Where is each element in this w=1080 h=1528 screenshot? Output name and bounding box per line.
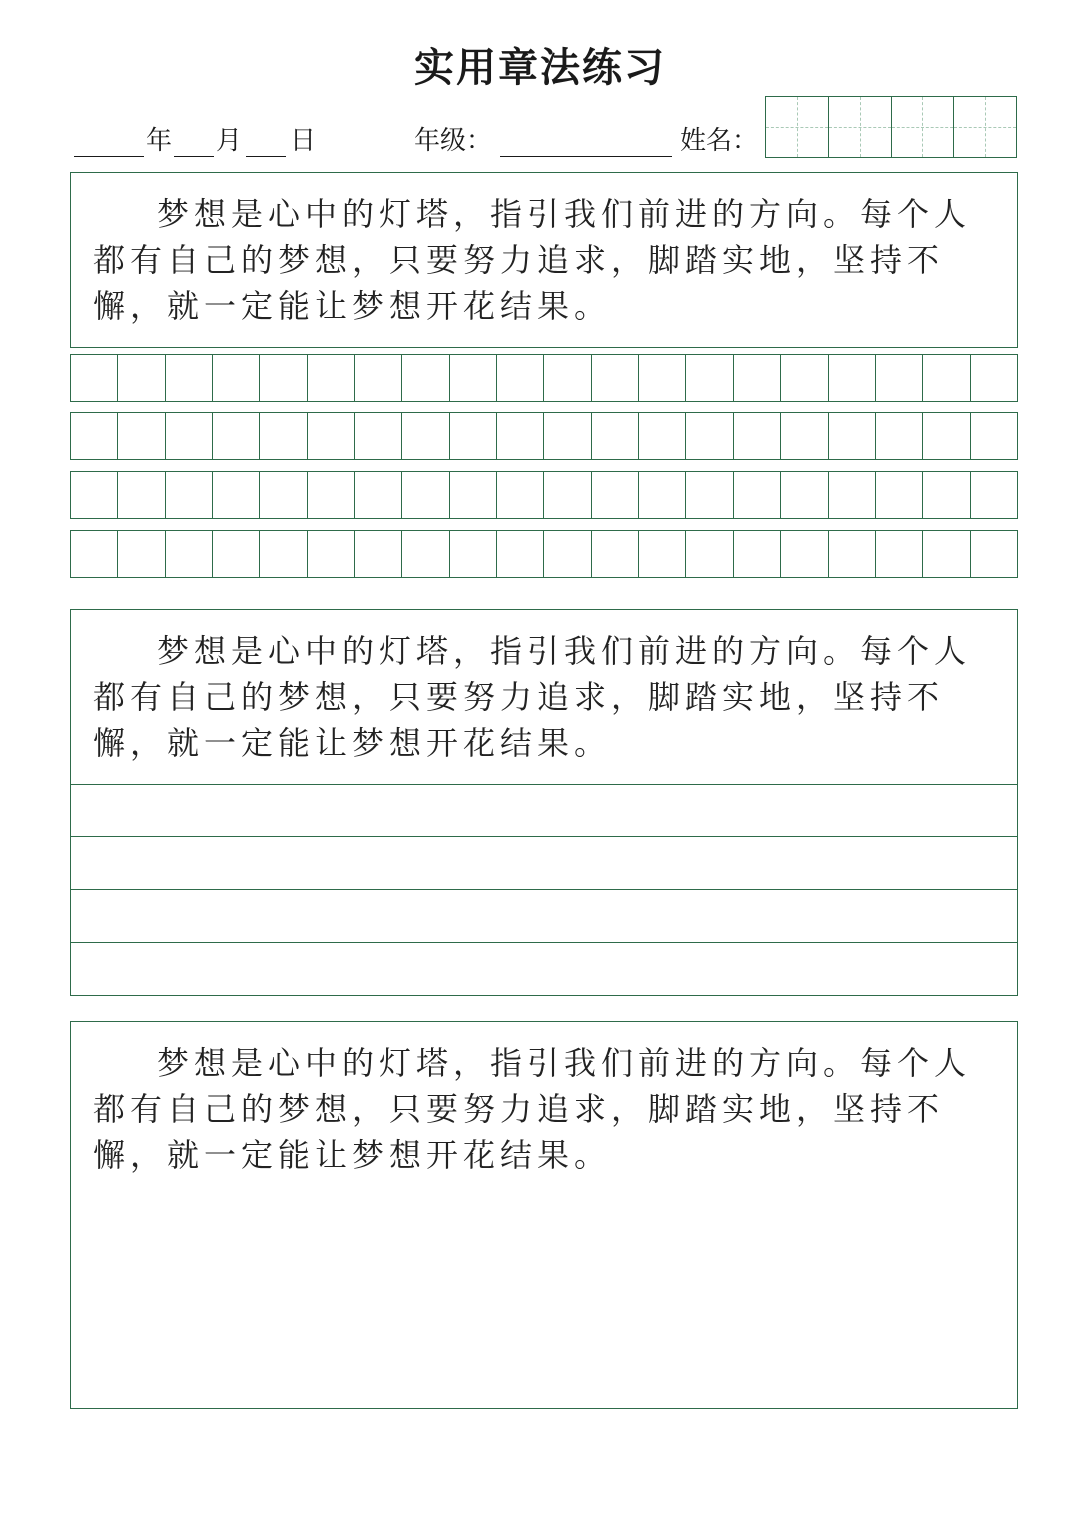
- name-writing-grid[interactable]: [765, 96, 1017, 158]
- grid-cell[interactable]: [829, 413, 876, 459]
- year-label: 年: [146, 126, 173, 156]
- name-cell[interactable]: [766, 97, 829, 157]
- grid-cell[interactable]: [355, 472, 402, 518]
- grid-cell[interactable]: [544, 531, 591, 577]
- passage-box-2: [70, 609, 1018, 996]
- grid-cell[interactable]: [497, 355, 544, 401]
- grid-cell[interactable]: [971, 531, 1017, 577]
- name-cell[interactable]: [954, 97, 1016, 157]
- grid-cell[interactable]: [639, 531, 686, 577]
- grid-cell[interactable]: [544, 355, 591, 401]
- grid-cell[interactable]: [781, 472, 828, 518]
- grid-cell[interactable]: [260, 531, 307, 577]
- grade-blank[interactable]: [500, 156, 672, 157]
- grid-cell[interactable]: [166, 531, 213, 577]
- grid-cell[interactable]: [308, 472, 355, 518]
- grid-cell[interactable]: [213, 531, 260, 577]
- grid-cell[interactable]: [118, 355, 165, 401]
- writing-line: [71, 942, 1017, 943]
- grid-cell[interactable]: [923, 413, 970, 459]
- page-title: 实用章法练习: [414, 45, 666, 91]
- grid-cell[interactable]: [734, 355, 781, 401]
- year-blank[interactable]: [74, 156, 144, 157]
- grid-cell[interactable]: [497, 531, 544, 577]
- grid-cell[interactable]: [971, 413, 1017, 459]
- grid-cell[interactable]: [402, 531, 449, 577]
- day-blank[interactable]: [246, 156, 286, 157]
- grid-cell[interactable]: [829, 531, 876, 577]
- grid-cell[interactable]: [971, 355, 1017, 401]
- grid-cell[interactable]: [544, 472, 591, 518]
- grid-cell[interactable]: [213, 472, 260, 518]
- grid-cell[interactable]: [876, 355, 923, 401]
- grid-cell[interactable]: [639, 413, 686, 459]
- grid-cell[interactable]: [166, 413, 213, 459]
- grid-cell[interactable]: [308, 355, 355, 401]
- grid-cell[interactable]: [497, 472, 544, 518]
- grid-cell[interactable]: [734, 413, 781, 459]
- grid-cell[interactable]: [355, 355, 402, 401]
- square-grid-row[interactable]: [70, 530, 1018, 578]
- grid-cell[interactable]: [923, 472, 970, 518]
- writing-line: [71, 784, 1017, 785]
- grid-cell[interactable]: [923, 531, 970, 577]
- square-grid-row[interactable]: [70, 354, 1018, 402]
- grid-cell[interactable]: [781, 413, 828, 459]
- grid-cell[interactable]: [71, 531, 118, 577]
- grid-cell[interactable]: [71, 355, 118, 401]
- grid-cell[interactable]: [402, 355, 449, 401]
- grid-cell[interactable]: [876, 531, 923, 577]
- month-label: 月: [216, 126, 243, 156]
- grid-cell[interactable]: [592, 472, 639, 518]
- grid-cell[interactable]: [402, 413, 449, 459]
- grid-cell[interactable]: [971, 472, 1017, 518]
- grid-cell[interactable]: [639, 472, 686, 518]
- grid-cell[interactable]: [118, 531, 165, 577]
- grid-cell[interactable]: [639, 355, 686, 401]
- passage-box-3[interactable]: [70, 1021, 1018, 1409]
- day-label: 日: [290, 126, 317, 156]
- writing-line: [71, 836, 1017, 837]
- grid-cell[interactable]: [450, 413, 497, 459]
- grid-cell[interactable]: [544, 413, 591, 459]
- month-blank[interactable]: [174, 156, 214, 157]
- grid-cell[interactable]: [686, 531, 733, 577]
- grid-cell[interactable]: [781, 531, 828, 577]
- grid-cell[interactable]: [592, 413, 639, 459]
- grid-cell[interactable]: [829, 355, 876, 401]
- writing-line: [71, 889, 1017, 890]
- grid-cell[interactable]: [450, 531, 497, 577]
- square-grid-row[interactable]: [70, 412, 1018, 460]
- grid-cell[interactable]: [260, 355, 307, 401]
- grid-cell[interactable]: [686, 355, 733, 401]
- grid-cell[interactable]: [781, 355, 828, 401]
- grid-cell[interactable]: [923, 355, 970, 401]
- grid-cell[interactable]: [592, 355, 639, 401]
- name-cell[interactable]: [892, 97, 955, 157]
- grid-cell[interactable]: [260, 413, 307, 459]
- grid-cell[interactable]: [118, 413, 165, 459]
- name-label: 姓名：: [680, 126, 759, 156]
- grid-cell[interactable]: [497, 413, 544, 459]
- grid-cell[interactable]: [686, 472, 733, 518]
- grid-cell[interactable]: [734, 472, 781, 518]
- passage-box-1: [70, 172, 1018, 348]
- grid-cell[interactable]: [308, 413, 355, 459]
- grid-cell[interactable]: [118, 472, 165, 518]
- grid-cell[interactable]: [876, 413, 923, 459]
- grid-cell[interactable]: [829, 472, 876, 518]
- passage-text: 梦想是心中的灯塔，指引我们前进的方向。每个人都有自己的梦想，只要努力追求，脚踏实地，坚持不懈，就一定能让梦想开花结果。: [93, 195, 972, 325]
- grid-cell[interactable]: [686, 413, 733, 459]
- passage-text: 梦想是心中的灯塔，指引我们前进的方向。每个人都有自己的梦想，只要努力追求，脚踏实地，坚持不懈，就一定能让梦想开花结果。: [93, 632, 972, 762]
- grade-label: 年级：: [414, 126, 493, 156]
- grid-cell[interactable]: [71, 472, 118, 518]
- grid-cell[interactable]: [355, 531, 402, 577]
- grid-cell[interactable]: [876, 472, 923, 518]
- grid-cell[interactable]: [450, 355, 497, 401]
- grid-cell[interactable]: [450, 472, 497, 518]
- grid-cell[interactable]: [166, 355, 213, 401]
- grid-cell[interactable]: [213, 413, 260, 459]
- grid-cell[interactable]: [213, 355, 260, 401]
- grid-cell[interactable]: [402, 472, 449, 518]
- grid-cell[interactable]: [355, 413, 402, 459]
- grid-cell[interactable]: [71, 413, 118, 459]
- grid-cell[interactable]: [734, 531, 781, 577]
- grid-cell[interactable]: [592, 531, 639, 577]
- name-cell[interactable]: [829, 97, 892, 157]
- passage-text: 梦想是心中的灯塔，指引我们前进的方向。每个人都有自己的梦想，只要努力追求，脚踏实地，坚持不懈，就一定能让梦想开花结果。: [93, 1044, 972, 1174]
- grid-cell[interactable]: [308, 531, 355, 577]
- grid-cell[interactable]: [260, 472, 307, 518]
- grid-cell[interactable]: [166, 472, 213, 518]
- square-grid-row[interactable]: [70, 471, 1018, 519]
